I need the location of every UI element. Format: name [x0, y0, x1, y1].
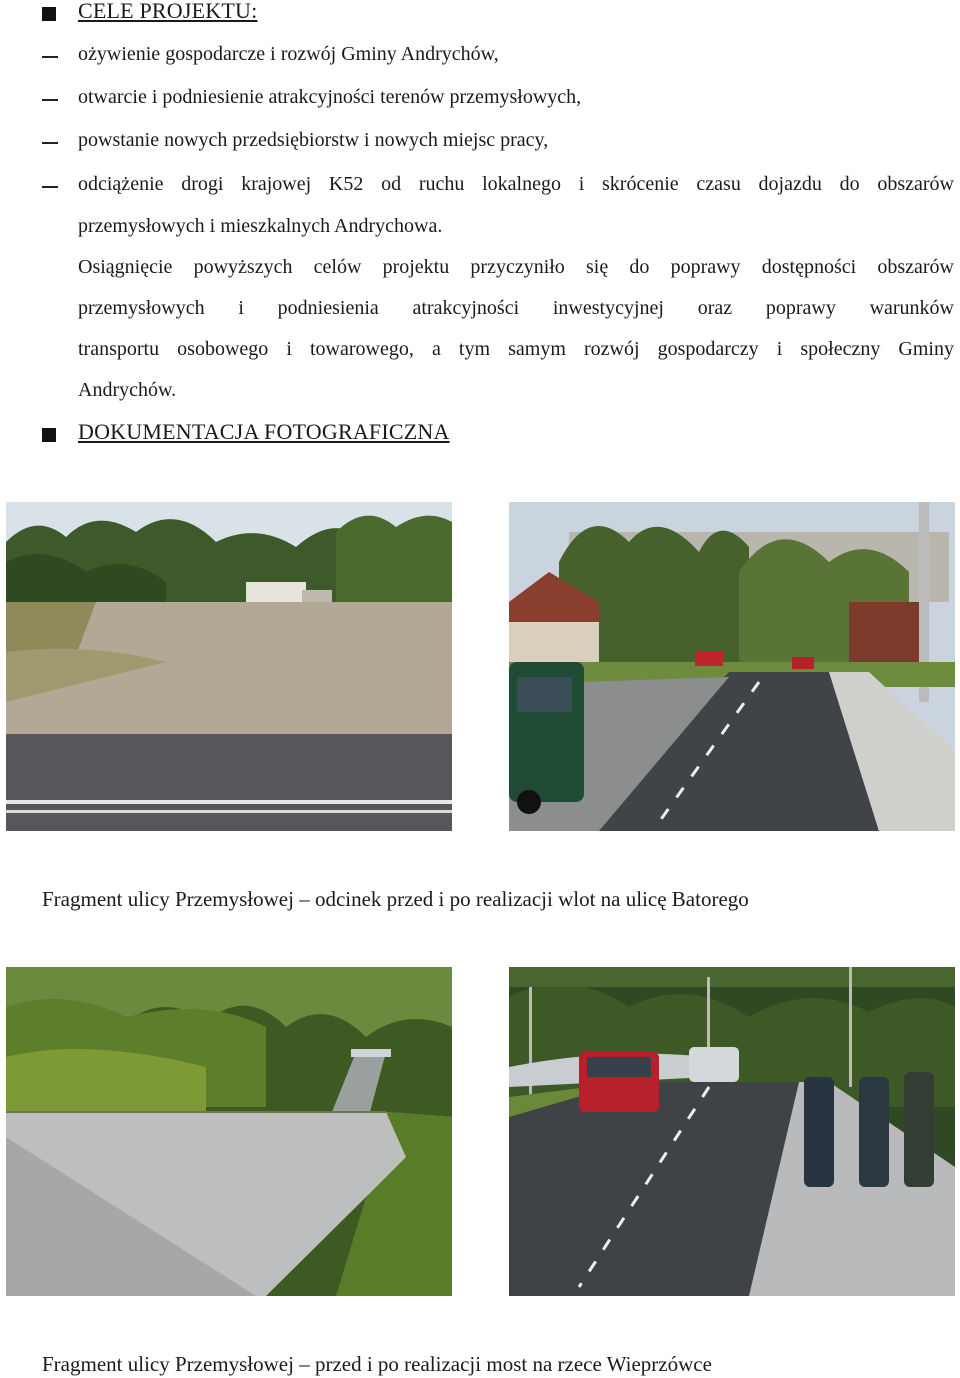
- section-heading-dokumentacja: DOKUMENTACJA FOTOGRAFICZNA: [78, 419, 450, 444]
- dash-icon: [42, 99, 58, 101]
- photo-caption: Fragment ulicy Przemysłowej – odcinek przed i po realizacji wlot na ulicę Batorego: [42, 887, 749, 911]
- goal-item: powstanie nowych przedsiębiorstw i nowych miejsc pracy,: [78, 129, 549, 151]
- dash-icon: [42, 186, 58, 188]
- summary-line: transportu osobowego i towarowego, a tym samym rozwój gospodarczy i społeczny Gminy: [78, 338, 954, 360]
- dash-icon: [42, 142, 58, 144]
- section-heading-cele: CELE PROJEKTU:: [78, 0, 258, 23]
- goal-item: odciążenie drogi krajowej K52 od ruchu lokalnego i skrócenie czasu dojazdu do obszarów: [78, 173, 954, 195]
- bullet-square-icon: [42, 7, 56, 21]
- summary-line: Andrychów.: [78, 379, 177, 401]
- goal-item: otwarcie i podniesienie atrakcyjności terenów przemysłowych,: [78, 86, 582, 108]
- photo-before-most: [6, 967, 452, 1296]
- summary-line: Osiągnięcie powyższych celów projektu przyczyniło się do poprawy dostępności obszarów: [78, 256, 954, 278]
- photo-caption: Fragment ulicy Przemysłowej – przed i po realizacji most na rzece Wieprzówce: [42, 1352, 712, 1376]
- photo-before-batorego: [6, 502, 452, 831]
- photo-after-batorego: [509, 502, 955, 831]
- dash-icon: [42, 56, 58, 58]
- photo-after-most: [509, 967, 955, 1296]
- summary-line: przemysłowych i podniesienia atrakcyjności inwestycyjnej oraz poprawy warunków: [78, 297, 954, 319]
- goal-item-continuation: przemysłowych i mieszkalnych Andrychowa.: [78, 215, 443, 237]
- bullet-square-icon: [42, 428, 56, 442]
- goal-item: ożywienie gospodarcze i rozwój Gminy Andrychów,: [78, 43, 499, 65]
